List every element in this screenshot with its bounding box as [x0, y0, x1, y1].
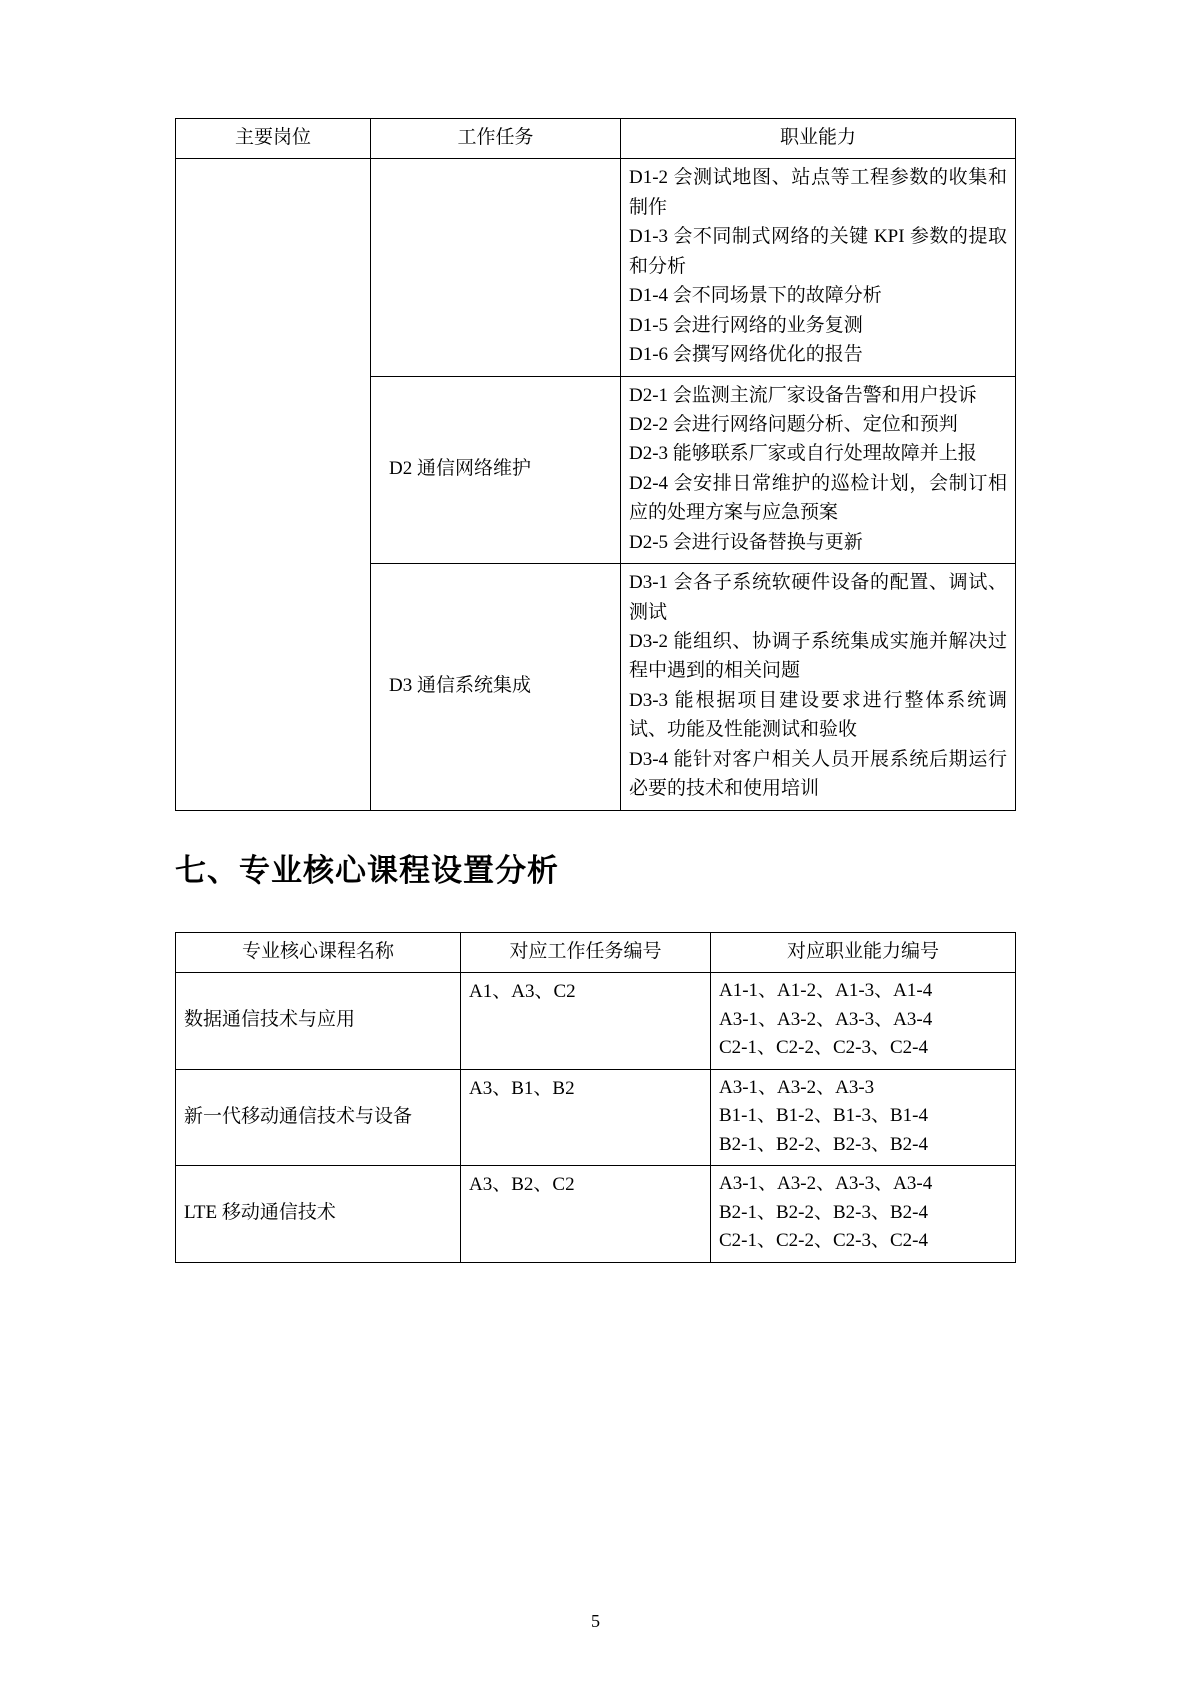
code-line: A3-1、A3-2、A3-3、A3-4 — [719, 1173, 933, 1195]
column-header-task: 工作任务 — [371, 119, 621, 159]
column-header-task-code: 对应工作任务编号 — [461, 932, 711, 972]
cell-abilities — [621, 159, 1016, 376]
cell-task — [371, 159, 621, 376]
code-line: C2-1、C2-2、C2-3、C2-4 — [719, 1230, 929, 1252]
ability-item: D2-3 能够联系厂家或自行处理故障并上报 — [629, 443, 977, 465]
cell-abilities — [621, 376, 1016, 564]
cell-abilities — [621, 564, 1016, 811]
ability-item: D3-3 能根据项目建设要求进行整体系统调试、功能及性能测试和验收 — [629, 689, 1007, 741]
table-header-row — [176, 119, 1016, 159]
cell-task: D2 通信网络维护 — [371, 376, 621, 564]
ability-item: D1-3 会不同制式网络的关键 KPI 参数的提取和分析 — [629, 226, 1007, 277]
section-heading: 七、专业核心课程设置分析 — [175, 852, 559, 888]
core-course-table — [175, 932, 1016, 1263]
ability-item: D3-2 能组织、协调子系统集成实施并解决过程中遇到的相关问题 — [629, 631, 1007, 682]
table-row — [176, 159, 1016, 376]
table-row — [176, 1166, 1016, 1263]
ability-item: D3-1 会各子系统软硬件设备的配置、调试、测试 — [629, 572, 1007, 623]
cell-ability-codes — [711, 973, 1016, 1070]
column-header-ability-code: 对应职业能力编号 — [711, 932, 1016, 972]
code-line: A3-1、A3-2、A3-3、A3-4 — [719, 1008, 933, 1030]
code-line: B1-1、B1-2、B1-3、B1-4 — [719, 1105, 929, 1127]
ability-item: D3-4 能针对客户相关人员开展系统后期运行必要的技术和使用培训 — [629, 748, 1007, 800]
column-header-ability: 职业能力 — [621, 119, 1016, 159]
cell-post — [176, 159, 371, 810]
table-row — [176, 973, 1016, 1070]
ability-item: D2-1 会监测主流厂家设备告警和用户投诉 — [629, 384, 977, 406]
cell-ability-codes — [711, 1069, 1016, 1166]
code-line: A3-1、A3-2、A3-3 — [719, 1076, 875, 1098]
ability-item: D2-2 会进行网络问题分析、定位和预判 — [629, 413, 958, 435]
cell-course-name: 新一代移动通信技术与设备 — [176, 1069, 461, 1166]
job-ability-table — [175, 118, 1016, 811]
ability-item: D1-2 会测试地图、站点等工程参数的收集和制作 — [629, 167, 1007, 218]
spacer — [175, 890, 1016, 932]
column-header-post: 主要岗位 — [176, 119, 371, 159]
ability-item: D2-4 会安排日常维护的巡检计划，会制订相应的处理方案与应急预案 — [629, 472, 1007, 524]
ability-item: D2-5 会进行设备替换与更新 — [629, 531, 863, 553]
cell-task: D3 通信系统集成 — [371, 564, 621, 811]
cell-task-codes: A3、B1、B2 — [461, 1069, 711, 1166]
cell-task-codes: A3、B2、C2 — [461, 1166, 711, 1263]
table-header-row — [176, 932, 1016, 972]
code-line: C2-1、C2-2、C2-3、C2-4 — [719, 1037, 929, 1059]
ability-item: D1-6 会撰写网络优化的报告 — [629, 344, 863, 366]
code-line: B2-1、B2-2、B2-3、B2-4 — [719, 1133, 929, 1155]
ability-item: D1-4 会不同场景下的故障分析 — [629, 285, 882, 307]
cell-ability-codes — [711, 1166, 1016, 1263]
table-row — [176, 1069, 1016, 1166]
code-line: A1-1、A1-2、A1-3、A1-4 — [719, 980, 933, 1002]
ability-item: D1-5 会进行网络的业务复测 — [629, 314, 863, 336]
column-header-course: 专业核心课程名称 — [176, 932, 461, 972]
cell-task-codes: A1、A3、C2 — [461, 973, 711, 1070]
cell-course-name: 数据通信技术与应用 — [176, 973, 461, 1070]
page-number: 5 — [591, 1611, 600, 1631]
cell-course-name: LTE 移动通信技术 — [176, 1166, 461, 1263]
code-line: B2-1、B2-2、B2-3、B2-4 — [719, 1201, 929, 1223]
